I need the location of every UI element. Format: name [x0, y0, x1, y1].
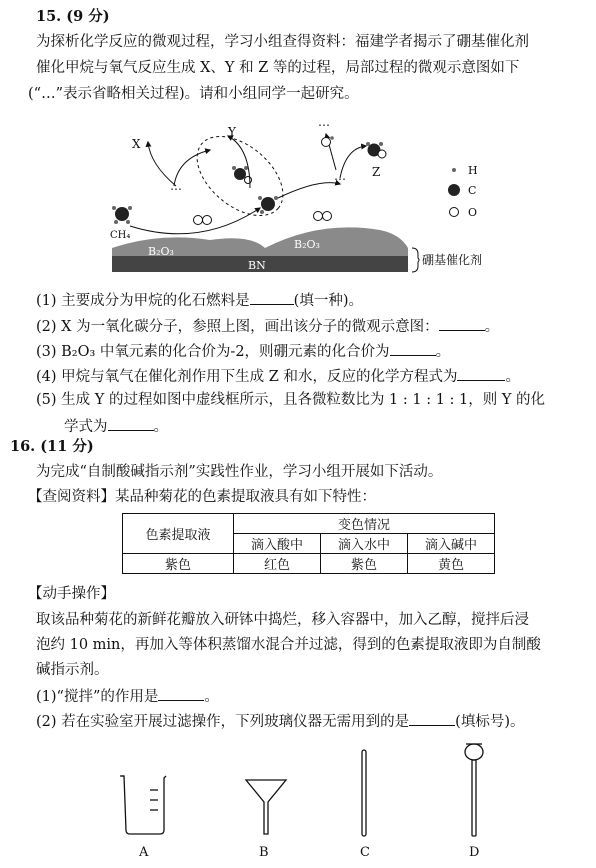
apparatus-drawings: [100, 730, 520, 840]
ellipsis-1: …: [170, 179, 182, 193]
o2-molecule-1: [194, 216, 212, 225]
legend-o-label: O: [468, 206, 478, 219]
reaction-diagram: [90, 108, 510, 288]
q16-header: 16. (11 分): [10, 438, 94, 455]
q15-item-4: (4) 甲烷与氧气在催化剂作用下生成 Z 和水，反应的化学方程式为 。: [36, 366, 520, 386]
x-label: X: [132, 137, 141, 151]
ch4-molecule: [112, 206, 132, 224]
funnel-icon: [246, 780, 286, 834]
catalyst-brace: [412, 248, 419, 272]
table-header-base: 滴入碱中: [408, 534, 495, 554]
answer-blank-6[interactable]: [158, 686, 204, 701]
answer-blank-3[interactable]: [390, 341, 436, 356]
b2o3-right-label: B₂O₃: [294, 238, 320, 251]
q16-material: 【查阅资料】某品种菊花的色素提取液具有如下特性：: [28, 489, 376, 505]
q16-sub-2: (2) 若在实验室开展过滤操作，下列玻璃仪器无需用到的是 (填标号)。: [36, 711, 524, 731]
table-col1-header: 色素提取液: [123, 514, 234, 554]
apparatus-label-c: C: [360, 845, 370, 860]
q16-op-line-3: 碱指示剂。: [36, 662, 109, 678]
ch4-label: CH₄: [110, 230, 131, 241]
apparatus-label-a: A: [139, 845, 149, 860]
q15-item-5b: 学式为 。: [64, 416, 168, 436]
table-header-acid: 滴入酸中: [234, 534, 321, 554]
q16-op-line-2: 泡约 10 min，再加入等体积蒸馏水混合并过滤，得到的色素提取液即为自制酸: [36, 637, 541, 653]
q15-item-5a: (5) 生成 Y 的过程如图中虚线框所示，且各微粒数比为 1 : 1 : 1 : 1，则 Y 的化: [36, 392, 546, 408]
q16-op-line-1: 取该品种菊花的新鲜花瓣放入研钵中捣烂，移入容器中，加入乙醇，搅拌后浸: [36, 612, 529, 628]
answer-blank-5[interactable]: [108, 416, 154, 431]
apparatus-label-d: D: [469, 845, 480, 860]
ellipsis-3: …: [318, 115, 330, 129]
legend-h-icon: [452, 168, 456, 172]
table-group-header: 变色情况: [234, 514, 495, 534]
answer-blank-1[interactable]: [250, 290, 294, 305]
q15-item-2: (2) X 为一氧化碳分子，参照上图，画出该分子的微观示意图： 。: [36, 316, 499, 336]
q15-intro-line-2: 催化甲烷与氧气反应生成 X、Y 和 Z 等的过程，局部过程的微观示意图如下: [36, 60, 520, 76]
q16-sub-1: (1)“搅拌”的作用是 。: [36, 686, 219, 706]
table-cell-acid: 红色: [234, 554, 321, 574]
pipette-icon: [465, 744, 483, 836]
apparatus-label-b: B: [259, 845, 269, 860]
z-label: Z: [372, 165, 381, 179]
o2-molecule-2: [314, 212, 332, 221]
beaker-icon: [120, 776, 166, 834]
q15-header: 15. (9 分): [36, 8, 110, 25]
answer-blank-4[interactable]: [457, 366, 505, 381]
y-label: Y: [228, 125, 236, 139]
color-change-table: [122, 513, 495, 574]
q16-operation-title: 【动手操作】: [28, 586, 115, 602]
legend-c-icon: [448, 184, 460, 196]
ellipsis-2: …: [334, 169, 346, 183]
legend-h-label: H: [468, 164, 478, 177]
intermediate-molecule: [258, 196, 278, 214]
catalyst-label: 硼基催化剂: [422, 253, 483, 267]
table-row: [123, 554, 495, 574]
table-cell-base: 黄色: [408, 554, 495, 574]
z-molecule: [366, 142, 386, 158]
answer-blank-2[interactable]: [439, 316, 485, 331]
table-row-label: 紫色: [123, 554, 234, 574]
q15-intro-line-3: (“…”表示省略相关过程)。请和小组同学一起研究。: [28, 86, 359, 102]
b2o3-left-label: B₂O₃: [148, 245, 174, 258]
table-cell-water: 紫色: [321, 554, 408, 574]
q15-intro-line-1: 为探析化学反应的微观过程，学习小组查得资料：福建学者揭示了硼基催化剂: [36, 34, 529, 50]
oh-molecule: [322, 136, 334, 146]
table-header-water: 滴入水中: [321, 534, 408, 554]
glass-rod-icon: [362, 750, 366, 836]
q15-item-1: (1) 主要成分为甲烷的化石燃料是 (填一种)。: [36, 290, 363, 310]
bn-label: BN: [248, 259, 266, 272]
answer-blank-7[interactable]: [409, 711, 455, 726]
q15-item-3: (3) B₂O₃ 中氧元素的化合价为-2，则硼元素的化合价为 。: [36, 341, 450, 361]
legend-o-icon: [450, 208, 459, 217]
q16-intro: 为完成“自制酸碱指示剂”实践性作业，学习小组开展如下活动。: [36, 464, 443, 480]
legend-c-label: C: [468, 184, 477, 197]
